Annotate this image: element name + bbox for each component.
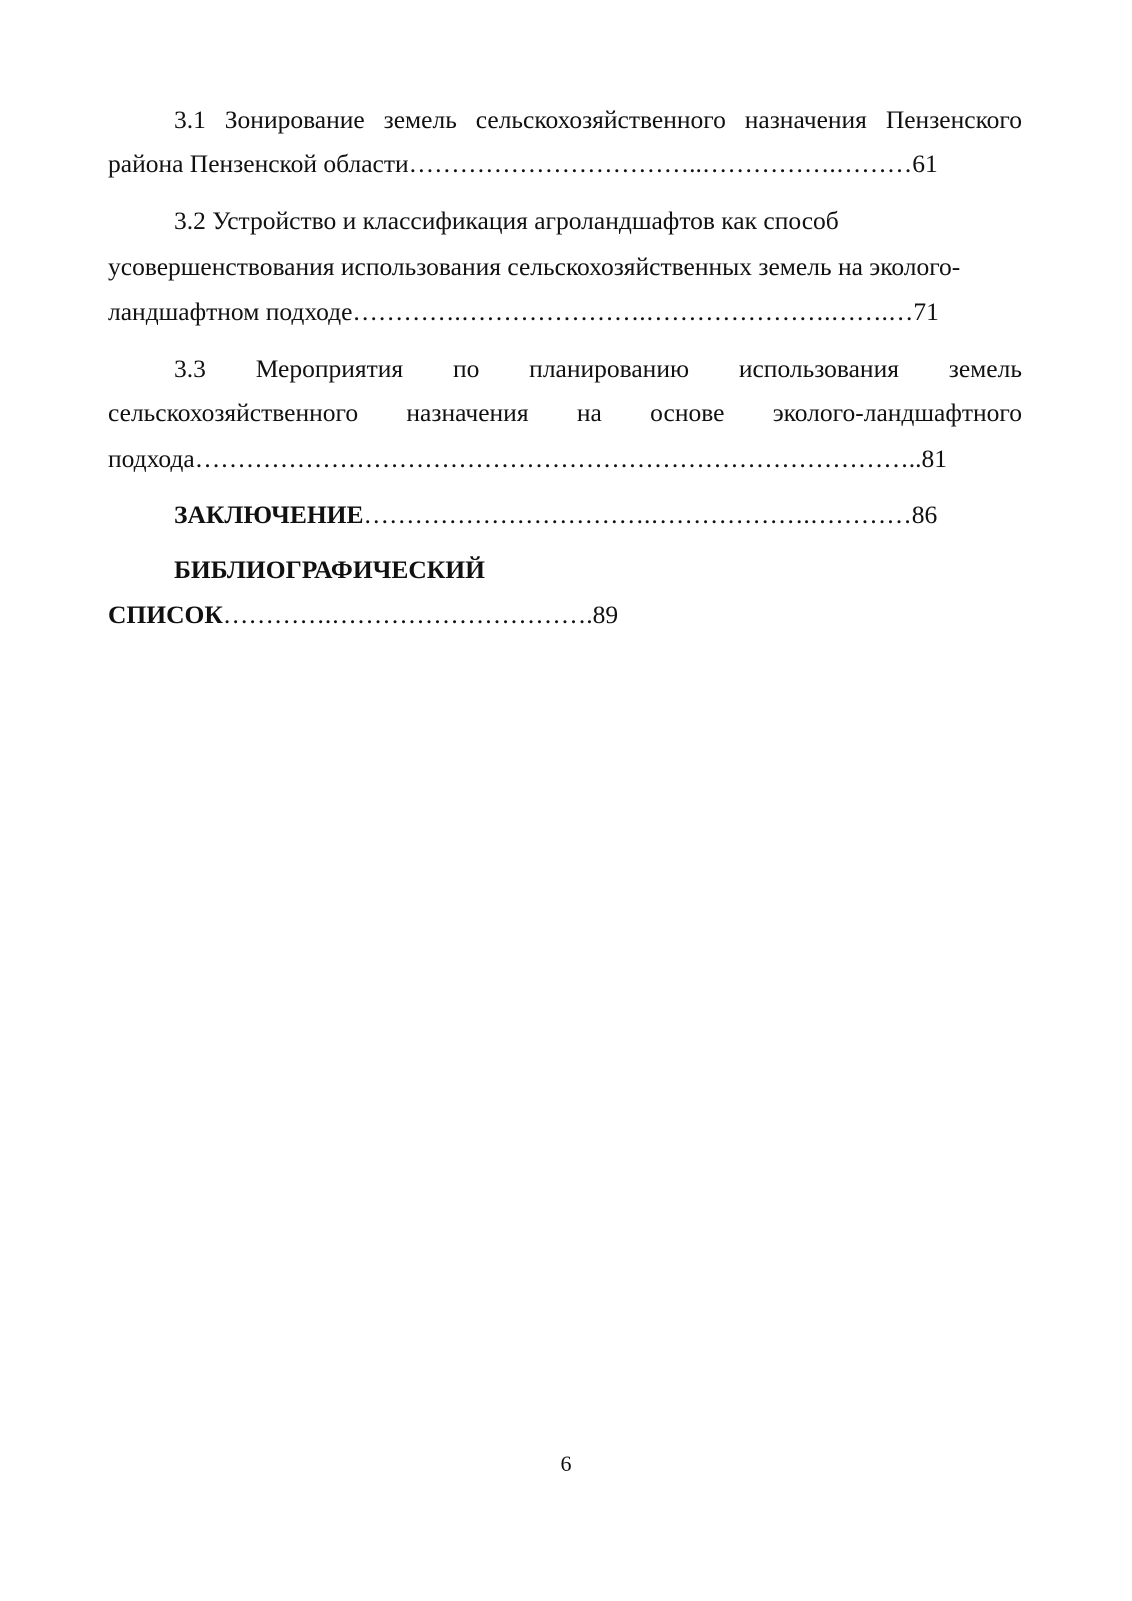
toc-entry-3-1-line2: района Пензенской области……………………………..…………….………61	[108, 149, 938, 178]
toc-word: назначения	[406, 398, 529, 427]
toc-word: земель	[948, 354, 1022, 383]
toc-word: использования	[738, 354, 899, 383]
toc-word: сельскохозяйственного	[108, 398, 359, 427]
toc-word: на	[576, 398, 602, 427]
toc-word: Пензенского	[885, 105, 1022, 134]
toc-entry-3-1-line1	[174, 104, 1022, 136]
toc-word: назначения	[744, 105, 867, 134]
toc-entry-3-3-line1	[174, 353, 1022, 385]
toc-word: по	[452, 354, 480, 383]
toc-bibliography-title-line1: БИБЛИОГРАФИЧЕСКИЙ	[174, 555, 485, 584]
toc-entry-3-2-line3: ландшафтном подходе………….………………….………………….…….…71	[108, 297, 939, 326]
toc-word: основе	[650, 398, 725, 427]
toc-word: эколого-ландшафтного	[772, 398, 1022, 427]
toc-word: Зонирование	[224, 105, 365, 134]
toc-bibliography-title-line2: СПИСОК	[108, 600, 223, 629]
toc-entry-3-3-line2	[108, 397, 1022, 429]
toc-word: планированию	[529, 354, 690, 383]
toc-entry-3-3-line3: подхода…………………………………………………………………………..81	[108, 444, 947, 473]
toc-word: Мероприятия	[255, 354, 404, 383]
toc-word: 3.1	[174, 105, 206, 134]
toc-entry-3-2-line1: 3.2 Устройство и классификация агроландшафтов как способ	[174, 206, 839, 235]
toc-bibliography-leader: ………….………………………….89	[222, 600, 619, 629]
page-number: 6	[560, 1451, 572, 1476]
toc-conclusion-title: ЗАКЛЮЧЕНИЕ	[174, 500, 364, 529]
toc-word: сельскохозяйственного	[475, 105, 726, 134]
toc-word: земель	[383, 105, 457, 134]
toc-entry-3-2-line2: усовершенствования использования сельскохозяйственных земель на эколого-	[108, 252, 961, 281]
toc-entry-bibliography	[108, 599, 618, 631]
toc-entry-conclusion	[174, 499, 937, 531]
toc-word: 3.3	[174, 354, 206, 383]
toc-conclusion-leader: …………………………….……………….…………86	[363, 500, 938, 529]
